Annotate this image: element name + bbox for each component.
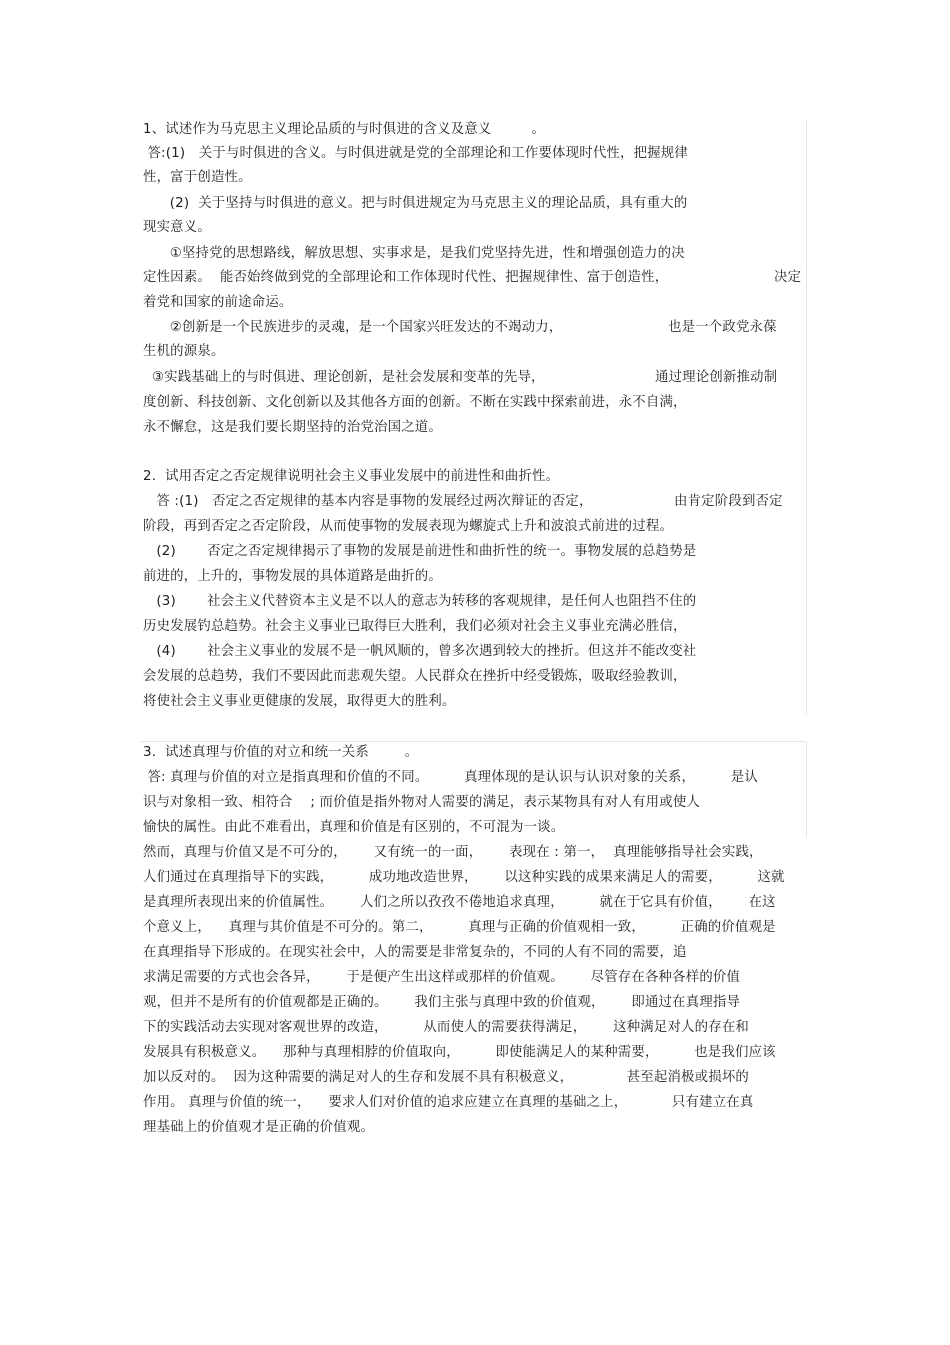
q3-answer-line: 愉快的属性。由此不难看出，真理和价值是有区别的，不可混为一谈。 [143,820,565,835]
q3-answer-line: 答: 真理与价值的对立是指真理和价值的不同。 真理体现的是认识与认识对象的关系， 是认 [143,770,758,785]
right-border-rule [806,742,807,838]
q3-answer-line: 观，但并不是所有的价值观都是正确的。 我们主张与真理中致的价值观， 即通过在真理指导 [143,995,741,1010]
q1-answer-line: ①坚持党的思想路线，解放思想、实事求是，是我们党坚持先进，性和增强创造力的决 [143,246,685,261]
q1-right-fragment: 决定 [774,270,802,285]
q1-answer-line: 现实意义。 [143,220,211,235]
q2-answer-line: 历史发展钓总趋势。社会主义事业已取得巨大胜利，我们必须对社会主义事业充满必胜信， [143,619,687,634]
q2-title: 2. 试用否定之否定规律说明社会主义事业发展中的前进性和曲折性。 [143,469,560,484]
q3-answer-line: 发展具有积极意义。 那种与真理相脖的价值取向， 即使能满足人的某种需要， 也是我们应该 [143,1045,776,1060]
q3-answer-line: 在真理指导下形成的。在现实社会中，人的需要是非常复杂的，不同的人有不同的需要，追 [143,945,687,960]
q2-answer-line: 答 :(1) 否定之否定规律的基本内容是事物的发展经过两次辩证的否定， [143,494,593,509]
q1-answer-line: 着党和国家的前途命运。 [143,295,293,310]
q1-answer-line: 永不懈怠，这是我们要长期坚持的治党治国之道。 [143,420,442,435]
q3-answer-line: 作用。 真理与价值的统一， 要求人们对价值的追求应建立在真理的基础之上， 只有建立在真 [143,1095,754,1110]
q3-answer-line: 下的实践活动去实现对客观世界的改造， 从而使人的需要获得满足， 这种满足对人的存在和 [143,1020,750,1035]
q1-right-fragment: 通过理论创新推动制 [655,370,778,385]
q3-answer-line: 是真理所表现出来的价值属性。 人们之所以孜孜不倦地追求真理， 就在于它具有价值， 在这 [143,895,776,910]
q3-answer-line: 加以反对的。 因为这种需要的满足对人的生存和发展不具有积极意义， 甚至起消极或损坏的 [143,1070,750,1085]
q3-answer-line: 识与对象相一致、相符合 ; 而价值是指外物对人需要的满足，表示某物具有对人有用或使人 [143,795,701,810]
top-border-rule [140,741,806,742]
right-border-rule [806,120,807,714]
q1-answer-line: ②创新是一个民族进步的灵魂，是一个国家兴旺发达的不竭动力， [143,320,563,335]
q1-answer-line: 生机的源泉。 [143,344,225,359]
q3-answer-line: 人们通过在真理指导下的实践， 成功地改造世界， 以这种实践的成果来满足人的需要， 这就 [143,870,785,885]
q3-answer-line: 求满足需要的方式也会各异， 于是便产生出这样或那样的价值观。 尽管存在各种各样的价值 [143,970,741,985]
q1-answer-line: 性，富于创造性。 [143,170,252,185]
q3-title: 3. 试述真理与价值的对立和统一关系 。 [143,745,419,760]
q2-answer-line: 将使社会主义事业更健康的发展，取得更大的胜利。 [143,694,456,709]
q3-answer-line: 个意义上， 真理与其价值是不可分的。第二， 真理与正确的价值观相一致， 正确的价值观是 [143,920,776,935]
q3-answer-line: 理基础上的价值观才是正确的价值观。 [143,1120,375,1135]
q2-answer-line: 前进的，上升的，事物发展的具体道路是曲折的。 [143,569,442,584]
q1-right-fragment: 也是一个政党永葆 [668,320,777,335]
q1-title: 1、试述作为马克思主义理论品质的与时俱进的含义及意义 。 [143,122,546,137]
q2-answer-line: 阶段，再到否定之否定阶段，从而使事物的发展表现为螺旋式上升和波浪式前进的过程。 [143,519,674,534]
q3-answer-line: 然而，真理与价值又是不可分的， 又有统一的一面， 表现在 : 第一， 真理能够指导社会实践， [143,845,763,860]
q2-answer-line: (2) 否定之否定规律揭示了事物的发展是前进性和曲折性的统一。事物发展的总趋势是 [143,544,697,559]
q2-answer-line: 会发展的总趋势，我们不要因此而悲观失望。人民群众在挫折中经受锻炼，吸取经验教训， [143,669,687,684]
q1-answer-line: 定性因素。 能否始终做到党的全部理论和工作体现时代性、把握规律性、富于创造性， [143,270,669,285]
q2-right-fragment: 由肯定阶段到否定 [674,494,783,509]
q1-answer-line: (2) 关于坚持与时俱进的意义。把与时俱进规定为马克思主义的理论品质，具有重大的 [143,196,688,211]
q1-answer-line: 答:(1) 关于与时俱进的含义。与时俱进就是党的全部理论和工作要体现时代性，把握规律 [143,146,688,161]
q1-answer-line: ③实践基础上的与时俱进、理论创新，是社会发展和变革的先导， [143,370,545,385]
q2-answer-line: (4) 社会主义事业的发展不是一帆风顺的，曾多次遇到较大的挫折。但这并不能改变社 [143,644,697,659]
q2-answer-line: (3) 社会主义代替资本主义是不以人的意志为转移的客观规律，是任何人也阻挡不住的 [143,594,697,609]
q1-answer-line: 度创新、科技创新、文化创新以及其他各方面的创新。不断在实践中探索前进，永不自满， [143,395,687,410]
